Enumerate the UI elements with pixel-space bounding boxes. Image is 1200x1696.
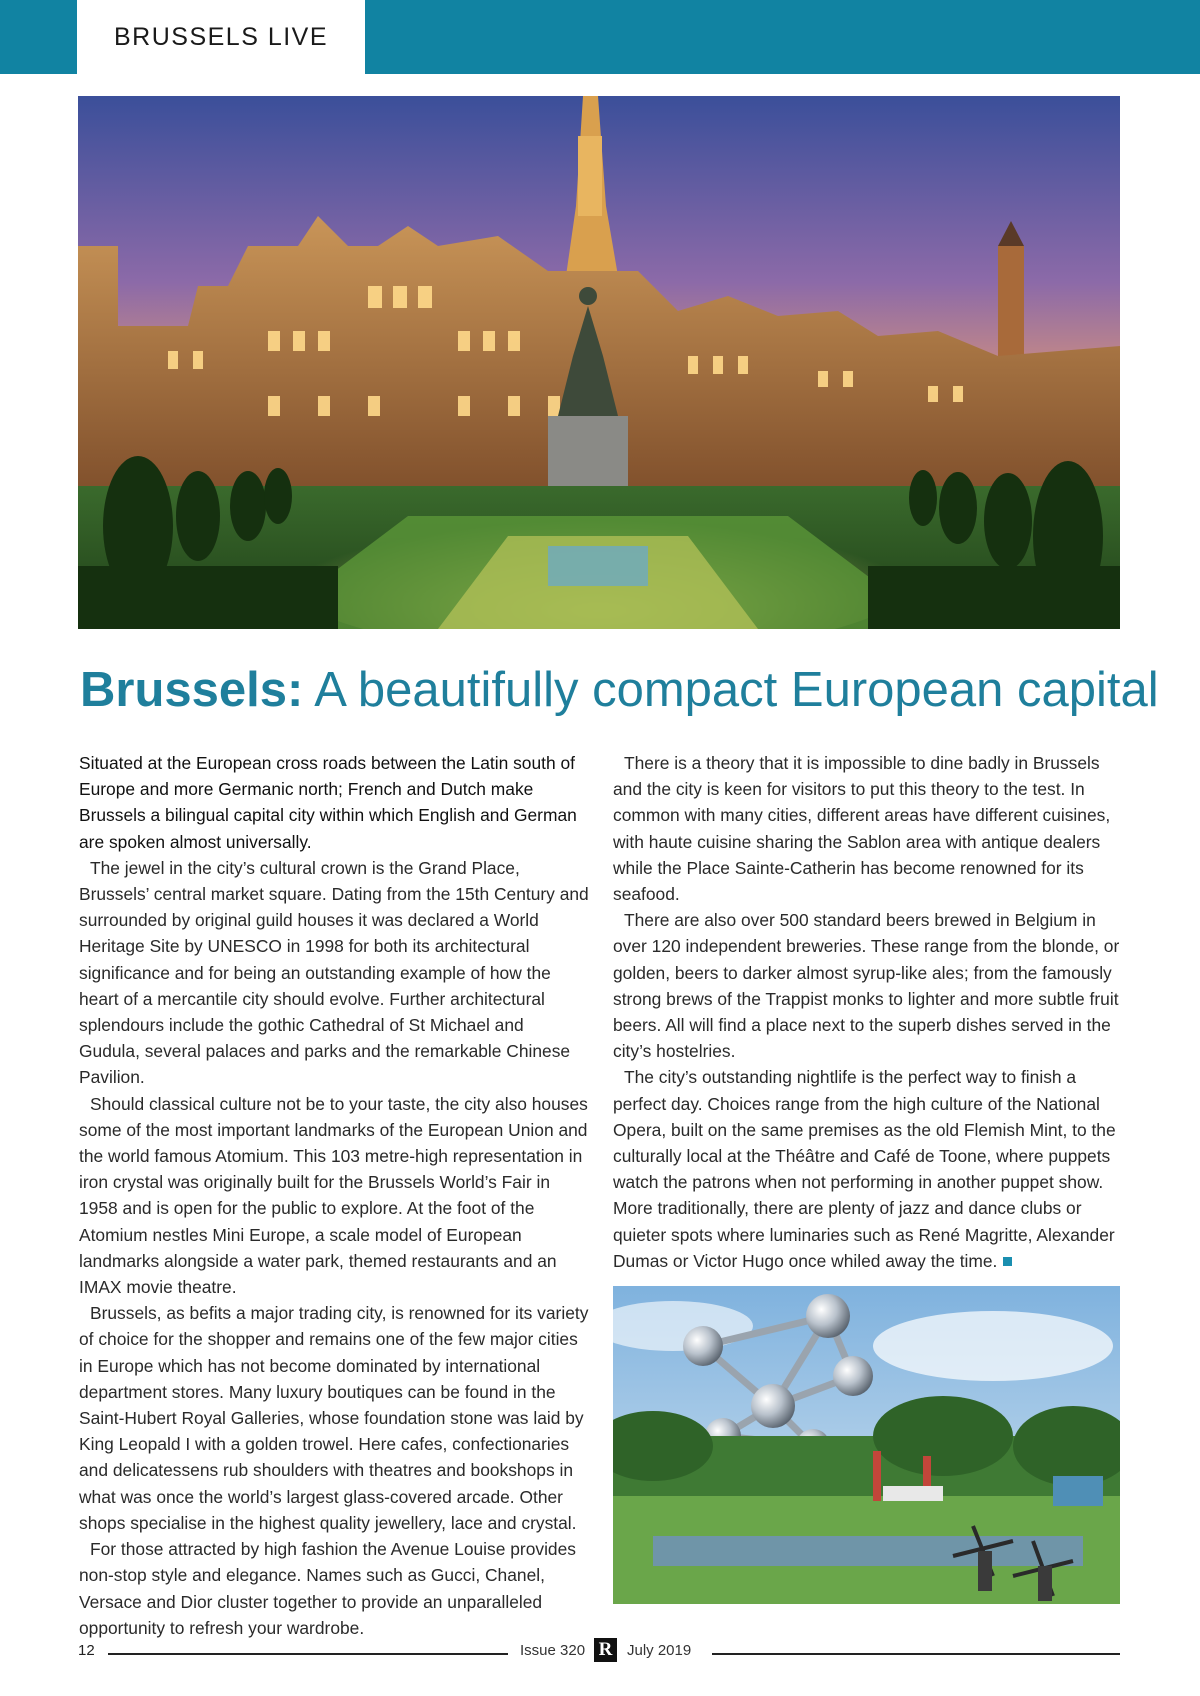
atomium-photo (613, 1286, 1120, 1604)
body-paragraph: There is a theory that it is impossible to dine badly in Brussels and the city is keen for visitors to put this theory to the test. In common with many cities, different areas have different cuisines, with haute cuisine sharing the Sablon area with antique dealers while the Place Sainte-Catherin has become renowned for its seafood. (613, 753, 1111, 905)
body-paragraph: The jewel in the city’s cultural crown is the Grand Place, Brussels’ central market square. Dating from the 15th Century and surrounded by original guild houses it was declared a World Heritage Site by UNESCO in 1998 for both its architectural significance and for being an outstanding example of how the heart of a mercantile city should evolve. Further architectural splendours include the gothic Cathedral of St Michael and Gudula, several palaces and parks and the remarkable Chinese Pavilion. (79, 857, 589, 1088)
section-tab (77, 0, 365, 74)
body-paragraph: Should classical culture not be to your taste, the city also houses some of the most important landmarks of the European Union and the world famous Atomium. This 103 metre-high representation in iron crystal was originally built for the Brussels World’s Fair in 1958 and is open for the public to explore. At the foot of the Atomium nestles Mini Europe, a scale model of European landmarks alongside a water park, themed restaurants and an IMAX movie theatre. (79, 1093, 588, 1298)
right-column (613, 750, 1121, 1274)
magazine-logo-icon: R (594, 1638, 617, 1662)
body-paragraph: There are also over 500 standard beers brewed in Belgium in over 120 independent breweries. These range from the blonde, or golden, beers to darker almost syrup-like ales; from the famously strong brews of the Trappist monks to lighter and more subtle fruit beers. All will find a place next to the superb dishes served in the city’s hostelries. (613, 910, 1120, 1062)
footer-rule-left (108, 1653, 508, 1655)
left-column (79, 750, 589, 1641)
body-paragraph-final (613, 1064, 1121, 1274)
issue-date: July 2019 (627, 1642, 692, 1659)
page-number: 12 (78, 1642, 95, 1659)
body-paragraph: For those attracted by high fashion the Avenue Louise provides non-stop style and elegance. Names such as Gucci, Chanel, Versace and Dior cluster together to provide an unparalleled opportunity to refresh your wardrobe. (79, 1539, 576, 1638)
page-footer (0, 1640, 1200, 1670)
issue-number: Issue 320 (520, 1642, 586, 1659)
end-mark-icon (1003, 1257, 1012, 1266)
article-headline (80, 660, 1159, 720)
hero-photo (78, 96, 1120, 629)
body-paragraph: Brussels, as befits a major trading city, is renowned for its variety of choice for the shopper and remains one of the few major cities in Europe which has not become dominated by international department stores. Many luxury boutiques can be found in the Saint-Hubert Royal Galleries, whose foundation stone was laid by King Leopald I with a golden trowel. Here cafes, confectionaries and delicatessens rub shoulders with theatres and bookshops in what was once the world’s largest glass-covered arcade. Other shops specialise in the highest quality jewellery, lace and crystal. (79, 1303, 589, 1533)
body-paragraph-text: The city’s outstanding nightlife is the perfect way to finish a perfect day. Choices range from the high culture of the National Opera, built on the same premises as the old Flemish Mint, to the culturally local at the Théâtre and Café de Toone, where puppets watch the patrons when not performing in another puppet show. More traditionally, there are plenty of jazz and dance clubs or quieter spots where luminaries such as René Magritte, Alexander Dumas or Victor Hugo once whiled away the time. (613, 1067, 1116, 1271)
headline-lead: Brussels: (80, 663, 304, 717)
headline-rest: A beautifully compact European capital (303, 663, 1159, 717)
intro-paragraph: Situated at the European cross roads between the Latin south of Europe and more Germanic north; French and Dutch make Brussels a bilingual capital city within which English and German are spoken almost universally. (79, 753, 577, 852)
section-label: BRUSSELS LIVE (113, 22, 329, 51)
footer-rule-right (712, 1653, 1120, 1655)
